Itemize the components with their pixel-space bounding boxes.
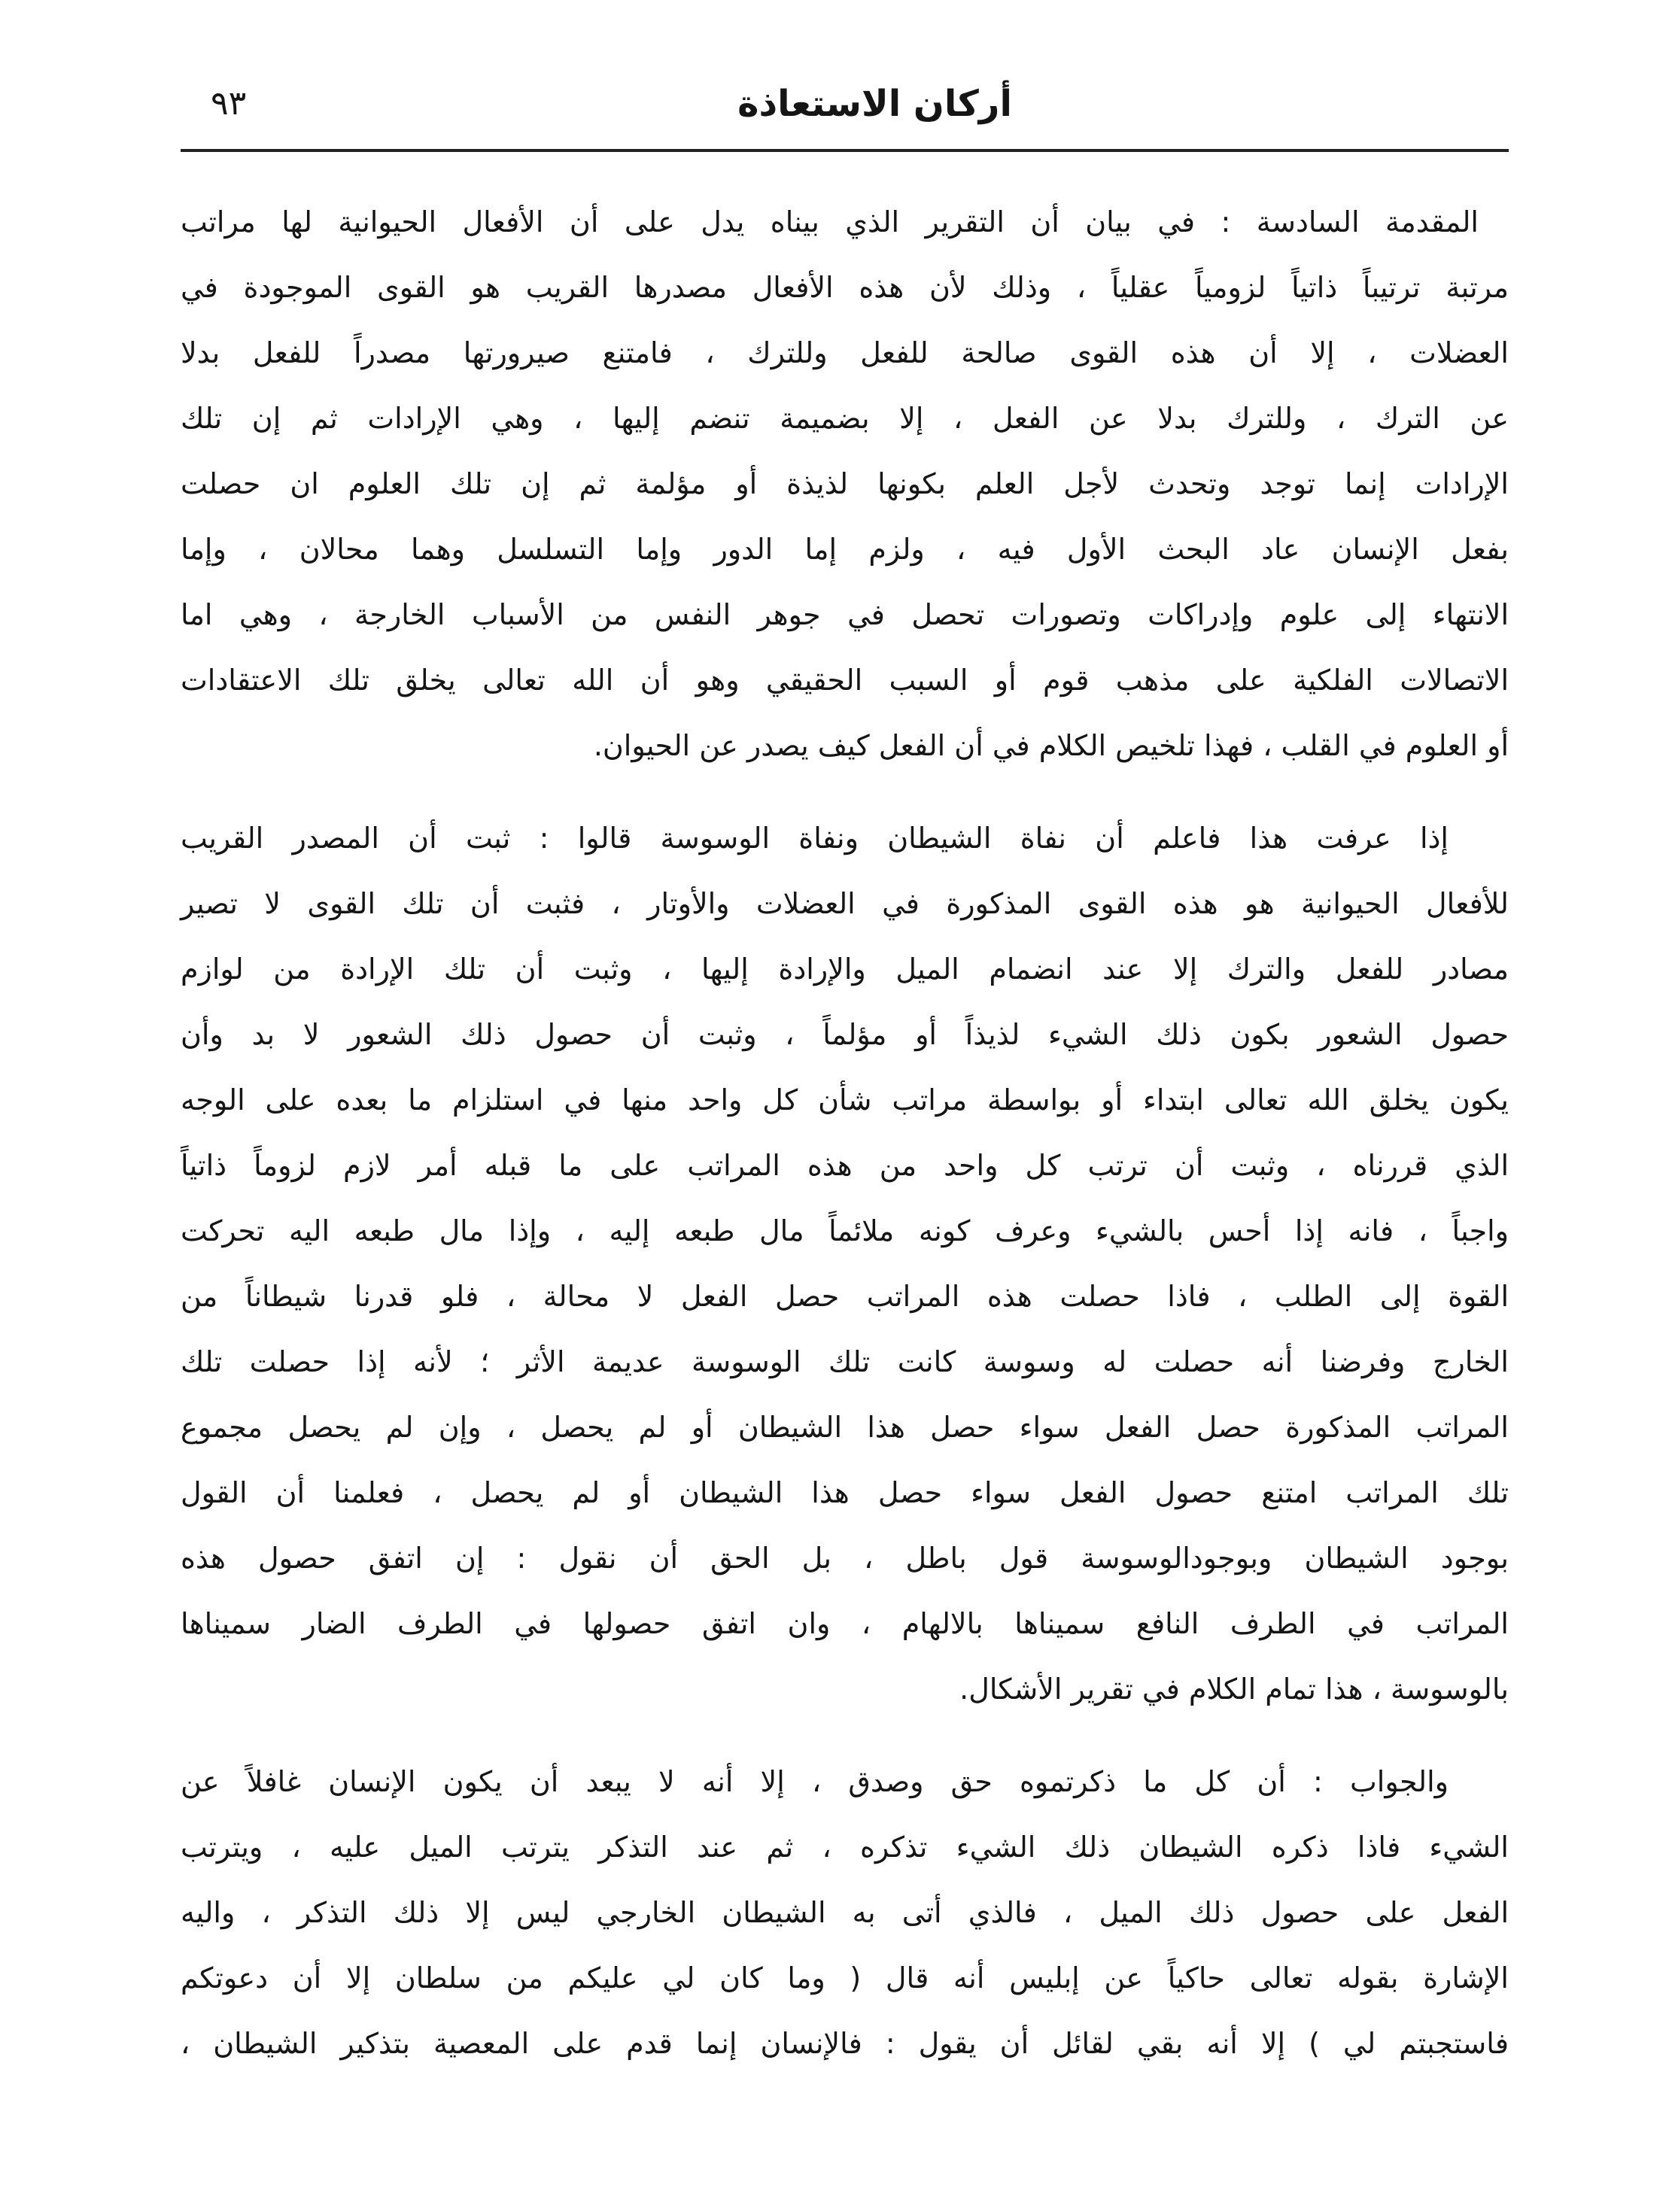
header-rule [181, 149, 1509, 152]
text-line: الفعل على حصول ذلك الميل ، فالذي أتى به الشيطان الخارجي ليس إلا ذلك التذكر ، واليه [181, 1896, 1509, 1929]
text-line: حصول الشعور بكون ذلك الشيء لذيذاً أو مؤلماً ، وثبت أن حصول ذلك الشعور لا بد وأن [181, 1018, 1509, 1051]
paragraph [181, 806, 1509, 1722]
text-line: القوة إلى الطلب ، فاذا حصلت هذه المراتب حصل الفعل لا محالة ، فلو قدرنا شيطاناً من [181, 1280, 1509, 1313]
page-number: ٩٣ [211, 84, 247, 123]
text-line: الانتهاء إلى علوم وإدراكات وتصورات تحصل في جوهر النفس من الأسباب الخارجة ، وهي اما [181, 598, 1509, 631]
text-line: عن الترك ، وللترك بدلا عن الفعل ، إلا بضميمة تنضم إليها ، وهي الإرادات ثم إن تلك [181, 402, 1509, 435]
text-line: مصادر للفعل والترك إلا عند انضمام الميل والإرادة إليها ، وثبت أن تلك الإرادة من لوازم [181, 953, 1509, 986]
text-line: بوجود الشيطان وبوجودالوسوسة قول باطل ، بل الحق أن نقول : إن اتفق حصول هذه [181, 1542, 1509, 1575]
text-line: العضلات ، إلا أن هذه القوى صالحة للفعل وللترك ، فامتنع صيرورتها مصدراً للفعل بدلا [181, 336, 1509, 369]
paragraph [181, 190, 1509, 779]
text-line: والجواب : أن كل ما ذكرتموه حق وصدق ، إلا أنه لا يبعد أن يكون الإنسان غافلاً عن [181, 1765, 1449, 1798]
text-line: بفعل الإنسان عاد البحث الأول فيه ، ولزم إما الدور وإما التسلسل وهما محالان ، وإما [181, 533, 1509, 566]
header-title: أركان الاستعاذة [737, 83, 1012, 125]
text-line: الإشارة بقوله تعالى حاكياً عن إبليس أنه قال ( وما كان لي عليكم من سلطان إلا أن دعوتكم [181, 1961, 1509, 1995]
text-line: يكون يخلق الله تعالى ابتداء أو بواسطة مراتب شأن كل واحد منها في استلزام ما بعده على الوجه [181, 1083, 1509, 1117]
text-line: الشيء فاذا ذكره الشيطان ذلك الشيء تذكره ، ثم عند التذكر يترتب الميل عليه ، ويترتب [181, 1831, 1509, 1864]
text-line: إذا عرفت هذا فاعلم أن نفاة الشيطان ونفاة الوسوسة قالوا : ثبت أن المصدر القريب [181, 822, 1449, 855]
text-body [181, 190, 1509, 2077]
text-line: فاستجبتم لي ) إلا أنه بقي لقائل أن يقول : فالإنسان إنما قدم على المعصية بتذكير الشيطان ، [181, 2027, 1509, 2060]
text-line: بالوسوسة ، هذا تمام الكلام في تقرير الأشكال. [959, 1673, 1509, 1706]
text-line: الذي قررناه ، وثبت أن ترتب كل واحد من هذه المراتب على ما قبله أمر لازم لزوماً ذاتياً [181, 1149, 1509, 1182]
text-line: مرتبة ترتيباً ذاتياً لزومياً عقلياً ، وذلك لأن هذه الأفعال مصدرها القريب هو القوى الموجودة في [181, 271, 1509, 304]
text-line: تلك المراتب امتنع حصول الفعل سواء حصل هذا الشيطان أو لم يحصل ، فعلمنا أن القول [181, 1476, 1509, 1509]
running-header [181, 74, 1509, 134]
paragraph [181, 1749, 1509, 2077]
text-line: المراتب المذكورة حصل الفعل سواء حصل هذا الشيطان أو لم يحصل ، وإن لم يحصل مجموع [181, 1411, 1509, 1444]
text-line: الاتصالات الفلكية على مذهب قوم أو السبب الحقيقي وهو أن الله تعالى يخلق تلك الاعتقادات [181, 664, 1509, 697]
text-line: للأفعال الحيوانية هو هذه القوى المذكورة في العضلات والأوتار ، فثبت أن تلك القوى لا تصير [181, 887, 1509, 920]
text-line: الإرادات إنما توجد وتحدث لأجل العلم بكونها لذيذة أو مؤلمة ثم إن تلك العلوم ان حصلت [181, 467, 1509, 500]
text-line: أو العلوم في القلب ، فهذا تلخيص الكلام في أن الفعل كيف يصدر عن الحيوان. [593, 729, 1509, 762]
text-line: واجباً ، فانه إذا أحس بالشيء وعرف كونه ملائماً مال طبعه إليه ، وإذا مال طبعه اليه تحركت [181, 1214, 1509, 1247]
text-line: الخارج وفرضنا أنه حصلت له وسوسة كانت تلك الوسوسة عديمة الأثر ؛ لأنه إذا حصلت تلك [181, 1345, 1509, 1378]
text-line: المقدمة السادسة : في بيان أن التقرير الذي بيناه يدل على أن الأفعال الحيوانية لها مراتب [181, 205, 1479, 239]
text-line: المراتب في الطرف النافع سميناها بالالهام ، وان اتفق حصولها في الطرف الضار سميناها [181, 1607, 1509, 1640]
